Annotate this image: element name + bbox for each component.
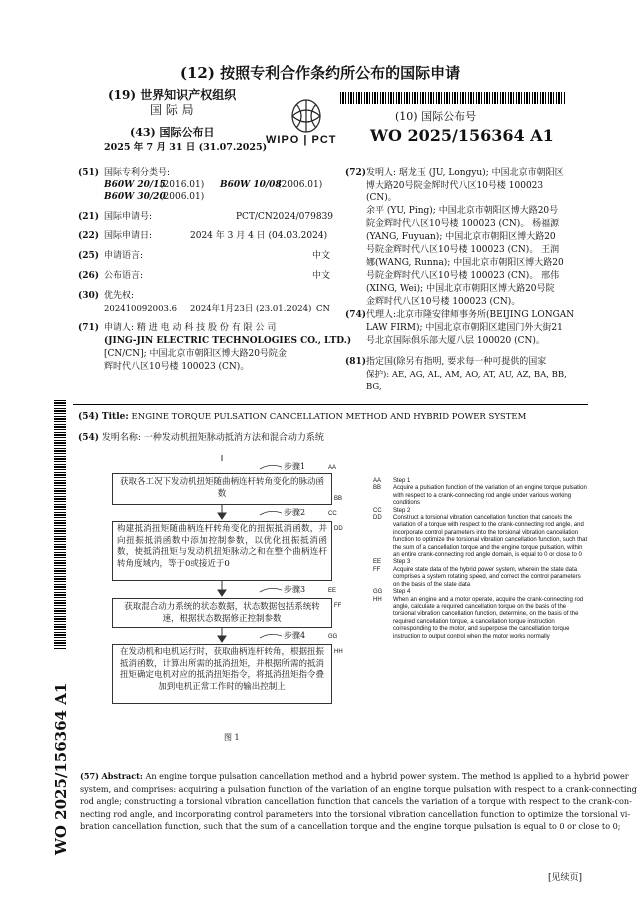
inventor-line: (YANG, Fuyuan); 中国北京市朝阳区博大路20 bbox=[366, 232, 556, 242]
inventor-line: 号院金辉时代八区10号楼 100023 (CN)。 王润 bbox=[366, 245, 560, 255]
pubdate-value: 2025 年 7 月 31 日 (31.07.2025) bbox=[104, 142, 268, 153]
priority-date: 2024年1月23日 (23.01.2024) bbox=[190, 304, 312, 314]
title-value: ENGINE TORQUE PULSATION CANCELLATION METHOD AND HYBRID POWER SYSTEM bbox=[131, 412, 527, 422]
step-code: AA bbox=[328, 465, 337, 471]
field-code: (74) bbox=[345, 310, 367, 320]
pubno-value: WO 2025/156364 A1 bbox=[370, 126, 554, 145]
ipc-year: (2006.01) bbox=[160, 192, 205, 202]
inventor-line: (XING, Wei); 中国北京市朝阳区博大路20号院 bbox=[366, 284, 555, 294]
step-label: 步骤2 bbox=[284, 508, 306, 517]
ipc-class: B60W 30/20 bbox=[104, 192, 166, 202]
pubno-label: (10) 国际公布号 bbox=[395, 110, 477, 123]
inventor-line: 金辉时代八区10号楼 100023 (CN)。 bbox=[366, 297, 521, 307]
applicant-line: (JING-JIN ELECTRIC TECHNOLOGIES CO., LTD.) bbox=[104, 336, 352, 346]
abstract-line: system, and comprises: acquiring a pulsation function of the variation of an engine torque pulsation with respect to a crank-connecting bbox=[80, 783, 637, 794]
figure-caption: 图 1 bbox=[224, 733, 240, 742]
applicant-line: 申请人: 精 进 电 动 科 技 股 份 有 限 公 司 bbox=[104, 323, 277, 333]
step-box: 获取混合动力系统的状态数据，状态数据包括系统转速，根据状态数据修正控制参数 bbox=[112, 598, 332, 628]
field-value: 2024 年 3 月 4 日 (04.03.2024) bbox=[190, 231, 328, 241]
agent-line: 代理人:北京市隆安律师事务所(BEIJING LONGAN bbox=[366, 310, 575, 320]
step-code: DD bbox=[334, 526, 343, 532]
step-code: EE bbox=[328, 588, 337, 594]
abstract-line: rod angle; constructing a torsional vibration cancellation function that cancels the variation of a torque with respect to the crank-con- bbox=[80, 796, 632, 807]
field-value: PCT/CN2024/079839 bbox=[236, 212, 334, 222]
inventor-line: 博大路20号院金辉时代八区10号楼 100023 (CN)。 bbox=[366, 181, 544, 203]
abstract bbox=[80, 770, 637, 833]
inventor-line: 发明人: 琚龙玉 (JU, Longyu); 中国北京市朝阳区 bbox=[366, 168, 564, 178]
step-box: 获取各工况下发动机扭矩随曲柄连杆转角变化的脉动函数 bbox=[112, 473, 332, 505]
field-code: (25) bbox=[78, 251, 100, 261]
pubdate-label: (43) 国际公布日 bbox=[130, 126, 215, 139]
designated-block bbox=[366, 356, 576, 393]
field-label: 国际申请日: bbox=[104, 231, 153, 241]
applicant-line: 辉时代八区10号楼 100023 (CN)。 bbox=[104, 362, 250, 372]
legend-item: HH When an engine and a motor operate, acquire the crank-connecting rod angle, calculate a required cancellation torque on the basis of the torsional vibration cancellation function, determine, on the basis of the required cancellation torque, a cancellation torque instruction corresponding to the motor, and superpose the cancellation torque instruction to output control when the motor works normally bbox=[373, 596, 584, 640]
title-zh bbox=[78, 432, 324, 444]
field-label: 国际专利分类号: bbox=[104, 168, 171, 178]
step-code: GG bbox=[328, 634, 338, 640]
agent-line: LAW FIRM); 中国北京市朝阳区建国门外大街21 bbox=[366, 323, 563, 333]
field-label: 国际申请号: bbox=[104, 212, 153, 222]
field-code: (81) bbox=[345, 357, 367, 367]
inventor-line: 娜(WANG, Runna); 中国北京市朝阳区博大路20 bbox=[366, 258, 564, 268]
inventors-block bbox=[366, 167, 576, 308]
step-box: 构建抵消扭矩随曲柄连杆转角变化的扭振抵消函数，并向扭振抵消函数中添加控制参数，以优化扭振抵消函数，使抵消扭矩与发动机扭矩脉动之和在整个曲柄连杆转角度域内，等于0或接近于0 bbox=[112, 521, 332, 581]
barcode bbox=[340, 92, 565, 104]
field-code: (30) bbox=[78, 291, 100, 301]
legend-item: EE Step 3 bbox=[373, 559, 411, 566]
field-label: 申请语言: bbox=[104, 251, 144, 261]
legend-item: FF Acquire state data of the hybrid power system, wherein the state data comprises a system rotating speed, and correct the control parameters on the basis of the state data bbox=[373, 566, 581, 588]
legend-item: DD Construct a torsional vibration cancellation function that cancels the variation of a torque with respect to the crank-connecting rod angle, and incorporate control parameters into the torsional vibration cancellation function to optimize the torsional vibration cancellation function, such that the sum of a cancellation torque and the engine torque pulsation, within an entire crank-connecting rod angle domain, is equal to 0 or close to 0 bbox=[373, 515, 588, 559]
ipc-year: (2006.01) bbox=[278, 180, 323, 190]
field-code: (72) bbox=[345, 168, 367, 178]
step-code: CC bbox=[328, 511, 337, 517]
legend-item: BB Acquire a pulsation function of the variation of an engine torque pulsation with respect to a crank-connecting rod angle under various working conditions bbox=[373, 485, 587, 507]
abstract-line: necting rod angle, and incorporating control parameters into the torsional vibration cancellation function to optimize the torsional vi- bbox=[80, 808, 631, 819]
wipo-text: WIPO | PCT bbox=[266, 134, 337, 146]
field-code: (51) bbox=[78, 168, 100, 178]
ipc-year: (2016.01) bbox=[160, 180, 205, 190]
priority-country: CN bbox=[316, 304, 330, 314]
side-barcode bbox=[54, 400, 66, 650]
ipc-class: B60W 20/15 bbox=[104, 180, 166, 190]
inventor-line: 号院金辉时代八区10号楼 100023 (CN)。 邢伟 bbox=[366, 271, 560, 281]
org-line1: (19) 世界知识产权组织 bbox=[108, 88, 237, 102]
flowchart bbox=[110, 455, 370, 755]
step-code: FF bbox=[334, 603, 342, 609]
field-label: 优先权: bbox=[104, 291, 135, 301]
step-code: BB bbox=[334, 496, 343, 502]
field-label: 公布语言: bbox=[104, 271, 144, 281]
step-label: 步骤3 bbox=[284, 585, 306, 594]
document-title: (12) 按照专利合作条约所公布的国际申请 bbox=[179, 64, 461, 82]
agent-block bbox=[366, 309, 576, 347]
ipc-class: B60W 10/08 bbox=[220, 180, 282, 190]
step-label: 步骤4 bbox=[284, 631, 306, 640]
step-code: HH bbox=[334, 649, 343, 655]
title-label: 发明名称: bbox=[101, 433, 141, 443]
field-value: 中文 bbox=[312, 251, 331, 261]
designated-line: 保护): AE, AG, AL, AM, AO, AT, AU, AZ, BA, BB, BG, bbox=[366, 370, 567, 392]
priority-no: 202410092003.6 bbox=[104, 304, 178, 314]
field-code: (71) bbox=[78, 323, 100, 333]
field-code: (22) bbox=[78, 231, 100, 241]
title-en bbox=[78, 411, 526, 423]
applicant-line: [CN/CN]; 中国北京市朝阳区博大路20号院金 bbox=[104, 349, 287, 359]
org-line2: 国 际 局 bbox=[150, 103, 194, 117]
designated-line: 指定国(除另有指明, 要求每一种可提供的国家 bbox=[366, 357, 547, 367]
legend-item: GG Step 4 bbox=[373, 589, 411, 596]
title-label: Title: bbox=[101, 412, 129, 422]
legend-item: CC Step 2 bbox=[373, 507, 411, 514]
agent-line: 号北京国际俱乐部大厦八层 100020 (CN)。 bbox=[366, 336, 545, 346]
abstract-line: (57) Abstract: An engine torque pulsation cancellation method and a hybrid power system. The method is applied to a hybrid power bbox=[80, 771, 629, 781]
field-code: (54) bbox=[78, 412, 100, 422]
field-code: (54) bbox=[78, 433, 100, 443]
step-box: 在发动机和电机运行时，获取曲柄连杆转角，根据扭振抵消函数，计算出所需的抵消扭矩，并根据所需的抵消扭矩确定电机对应的抵消扭矩指令，将抵消扭矩指令叠加到电机正常工作时的输出控制上 bbox=[112, 644, 332, 704]
figure-legend bbox=[373, 478, 588, 641]
inventor-line: 余平 (YU, Ping); 中国北京市朝阳区博大路20号 bbox=[366, 206, 559, 216]
legend-item: AA Step 1 bbox=[373, 478, 411, 484]
field-value: 中文 bbox=[312, 271, 331, 281]
separator bbox=[73, 404, 588, 405]
field-code: (26) bbox=[78, 271, 100, 281]
abstract-line: bration cancellation function, such that the sum of a cancellation torque and the engine torque pulsation is equal to 0 or close to 0; bbox=[80, 821, 621, 832]
step-label: 步骤1 bbox=[284, 462, 306, 471]
continued-note: [见续页] bbox=[548, 873, 583, 883]
title-value: 一种发动机扭矩脉动抵消方法和混合动力系统 bbox=[143, 433, 324, 443]
side-pubno: WO 2025/156364 A1 bbox=[52, 682, 70, 855]
field-code: (21) bbox=[78, 212, 100, 222]
inventor-line: 院金辉时代八区10号楼 100023 (CN)。 杨福源 bbox=[366, 219, 560, 229]
